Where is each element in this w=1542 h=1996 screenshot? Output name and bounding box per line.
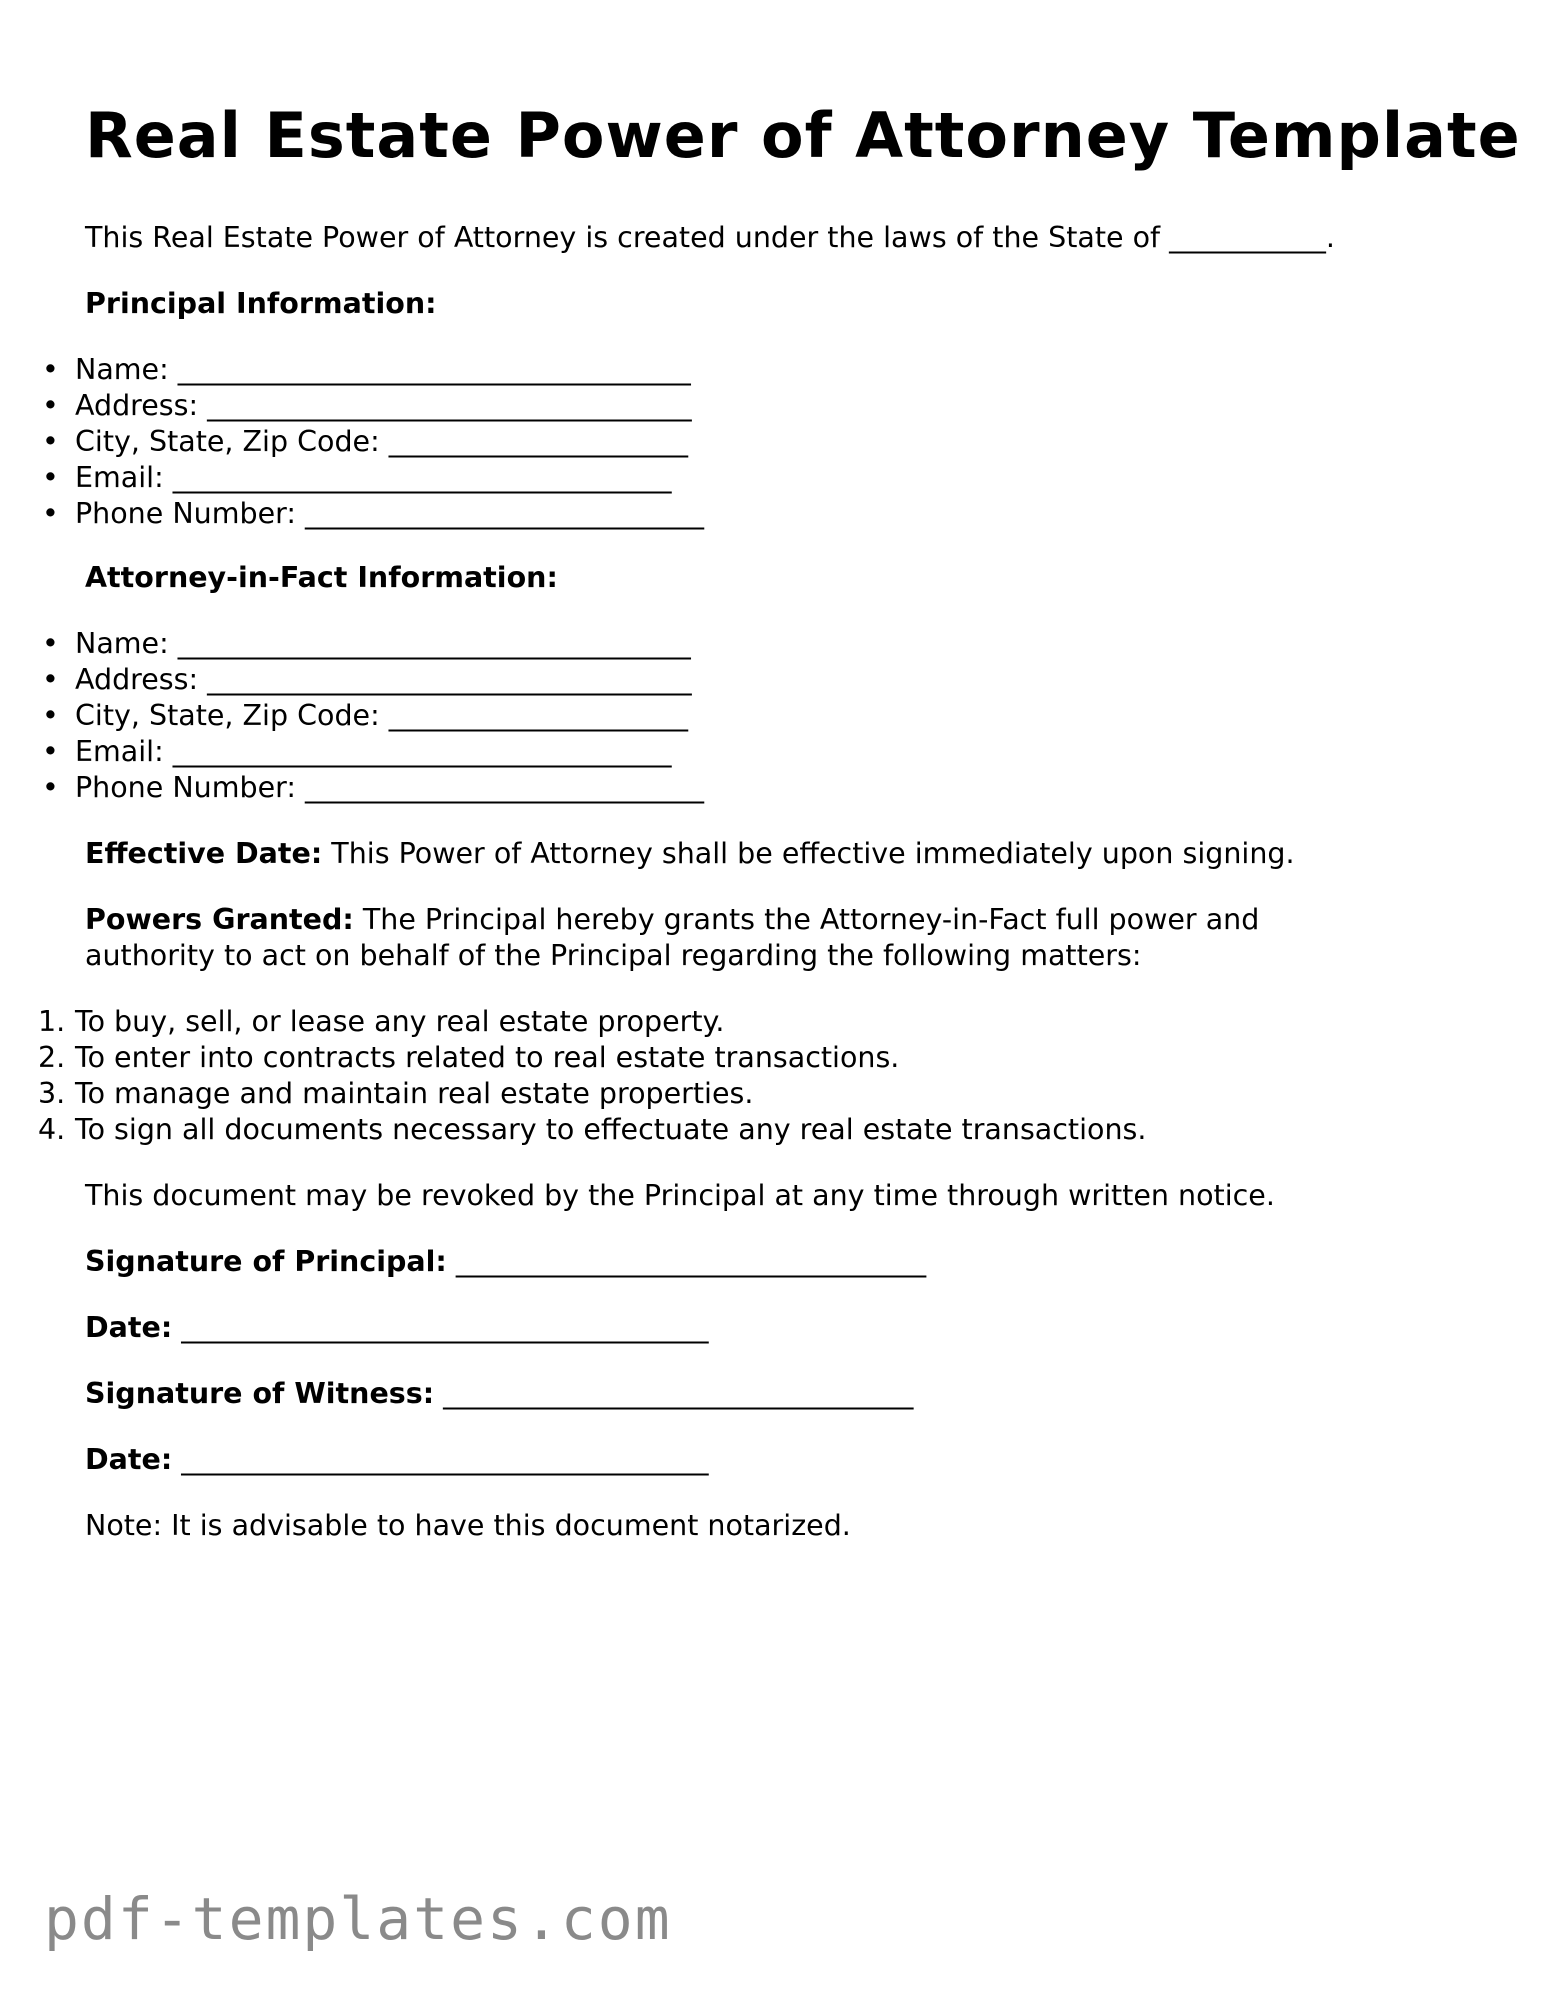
principal-name-field: Name: ____________________________________ xyxy=(75,353,691,386)
principal-signature-label: Signature of Principal: xyxy=(85,1245,447,1278)
principal-city-field: City, State, Zip Code: _____________________ xyxy=(75,425,689,458)
date-line-2 xyxy=(85,1442,709,1478)
list-item: 1. To buy, sell, or lease any real estate property. xyxy=(38,1005,725,1038)
principal-signature-blank: _________________________________ xyxy=(446,1245,927,1278)
attorney-phone-field: Phone Number: ____________________________ xyxy=(75,771,704,804)
attorney-address-field: Address: __________________________________ xyxy=(75,663,692,696)
powers-granted-text-line2: authority to act on behalf of the Principal regarding the following matters: xyxy=(85,939,1142,972)
effective-date-paragraph xyxy=(85,836,1295,872)
witness-signature-line xyxy=(85,1376,913,1412)
attorney-fields-list xyxy=(0,626,704,806)
list-item: • City, State, Zip Code: _____________________ xyxy=(42,425,689,458)
powers-granted-paragraph xyxy=(85,902,1259,974)
list-item: • Name: ____________________________________ xyxy=(42,627,691,660)
list-item: 2. To enter into contracts related to real estate transactions. xyxy=(38,1041,900,1074)
attorney-name-field: Name: ____________________________________ xyxy=(75,627,691,660)
witness-signature-label: Signature of Witness: xyxy=(85,1377,435,1410)
list-item: • Phone Number: ____________________________ xyxy=(42,771,704,804)
power-item-1: To buy, sell, or lease any real estate property. xyxy=(75,1005,725,1038)
list-item: • Email: ___________________________________ xyxy=(42,735,672,768)
intro-paragraph: This Real Estate Power of Attorney is created under the laws of the State of ___________. xyxy=(85,221,1335,254)
list-item: 4. To sign all documents necessary to effectuate any real estate transactions. xyxy=(38,1113,1147,1146)
date-label-1: Date: xyxy=(85,1311,173,1344)
list-item: • Name: ____________________________________ xyxy=(42,353,691,386)
attorney-city-field: City, State, Zip Code: _____________________ xyxy=(75,699,689,732)
principal-phone-field: Phone Number: ____________________________ xyxy=(75,497,704,530)
list-item: • Email: ___________________________________ xyxy=(42,461,672,494)
list-item: 3. To manage and maintain real estate properties. xyxy=(38,1077,754,1110)
notarization-note: Note: It is advisable to have this document notarized. xyxy=(85,1509,851,1542)
witness-signature-blank: _________________________________ xyxy=(434,1377,914,1410)
principal-fields-list xyxy=(0,352,704,532)
principal-address-field: Address: __________________________________ xyxy=(75,389,692,422)
revocation-paragraph: This document may be revoked by the Principal at any time through written notice. xyxy=(85,1179,1275,1212)
attorney-email-field: Email: ___________________________________ xyxy=(75,735,672,768)
list-item: • Address: __________________________________ xyxy=(42,389,692,422)
power-item-2: To enter into contracts related to real estate transactions. xyxy=(75,1041,900,1074)
principal-email-field: Email: ___________________________________ xyxy=(75,461,672,494)
power-item-3: To manage and maintain real estate properties. xyxy=(75,1077,754,1110)
effective-date-label: Effective Date: xyxy=(85,837,323,870)
date-label-2: Date: xyxy=(85,1443,173,1476)
document-title: Real Estate Power of Attorney Template xyxy=(85,99,1521,172)
powers-list xyxy=(0,1004,1146,1148)
attorney-heading: Attorney-in-Fact Information: xyxy=(85,561,558,594)
list-item: • Phone Number: ____________________________ xyxy=(42,497,704,530)
list-item: • Address: __________________________________ xyxy=(42,663,692,696)
effective-date-text: This Power of Attorney shall be effective immediately upon signing. xyxy=(322,837,1295,870)
date-line-1 xyxy=(85,1310,709,1346)
date-blank-2: _____________________________________ xyxy=(172,1443,709,1476)
powers-granted-label: Powers Granted: xyxy=(85,903,354,936)
powers-granted-text-line1: The Principal hereby grants the Attorney-in-Fact full power and xyxy=(353,903,1260,936)
principal-signature-line xyxy=(85,1244,926,1280)
power-item-4: To sign all documents necessary to effectuate any real estate transactions. xyxy=(75,1113,1147,1146)
watermark: pdf-templates.com xyxy=(44,1885,672,1953)
date-blank-1: _____________________________________ xyxy=(172,1311,709,1344)
list-item: • City, State, Zip Code: _____________________ xyxy=(42,699,689,732)
principal-heading: Principal Information: xyxy=(85,287,437,320)
